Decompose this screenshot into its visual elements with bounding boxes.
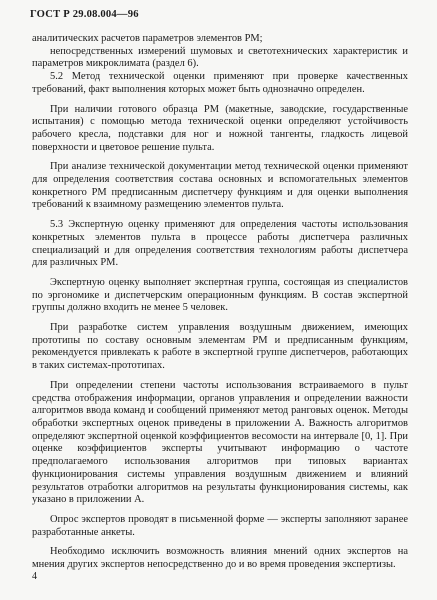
page-header-standard-number: ГОСТ Р 29.08.004—96 — [30, 9, 139, 20]
paragraph-ready-sample: При наличии готового образца РМ (макетные, заводские, государственные испытания) с помощью метода технической оценки определяют устойчивость рабочего кресла, подставки для ног и ножной тангенты, гладкость лицевой поверхности и цветовое решение пульта. — [32, 103, 408, 153]
paragraph-list-item-1: аналитических расчетов параметров элементов РМ; — [32, 33, 263, 44]
paragraph-prototypes: При разработке систем управления воздушным движением, имеющих прототипы по составу основным элементам РМ и предписанным функциям, рекомендуется привлекать к работе в экспертной группе диспетчеров, работающих в таких системах-прототипах. — [32, 322, 408, 372]
paragraph-5-2: 5.2 Метод технической оценки применяют при проверке качественных требований, факт выполнения которых может быть однозначно определен. — [32, 71, 408, 95]
paragraph-exclude-influence: Необходимо исключить возможность влияния мнений одних экспертов на мнения других экспертов непосредственно до и во время проведения экспертизы. — [32, 546, 408, 571]
paragraph-expert-group: Экспертную оценку выполняет экспертная группа, состоящая из специалистов по эргономике и диспетчерским операционным функциям. В состав экспертной группы должно входить не менее 5 человек. — [32, 276, 408, 314]
paragraph-list-item-2: непосредственных измерений шумовых и светотехнических характеристик и параметров микроклимата (раздел 6). — [32, 45, 408, 70]
document-body — [32, 33, 408, 572]
paragraph-ranking-method: При определении степени частоты использования встраиваемого в пульт средства отображения информации, органов управления и определении важности алгоритмов ввода команд и сообщений применяют метод ранговых оценок. Методы обработки экспертных оценок приведены в приложении А. Важность алгоритмов определяют экспертной оценкой коэффициентов весомости на интервале [0, 1]. При оценке коэффициентов эксперты учитывают информацию о частоте предполагаемого использования алгоритмов при типовых вариантах функционирования системы управления воздушным движением и влияний результатов отработки алгоритмов на результаты функционирования системы, как указано в приложении А. — [32, 379, 408, 506]
paragraph-technical-docs: При анализе технической документации метод технической оценки применяют для определения соответствия состава основных и вспомогательных элементов конкретного РМ предписанным диспетчеру функциям и для оценки выполнения требований к взаимному размещению элементов пульта. — [32, 161, 408, 211]
page-number: 4 — [32, 571, 37, 582]
paragraph-written-survey: Опрос экспертов проводят в письменной форме — эксперты заполняют заранее разработанные анкеты. — [32, 513, 408, 538]
paragraph-5-3: 5.3 Экспертную оценку применяют для определения частоты использования конкретных элементов пульта в процессе работы диспетчера различных специализаций и для определения соответствия технологиям работы диспетчера для различных РМ. — [32, 219, 408, 269]
